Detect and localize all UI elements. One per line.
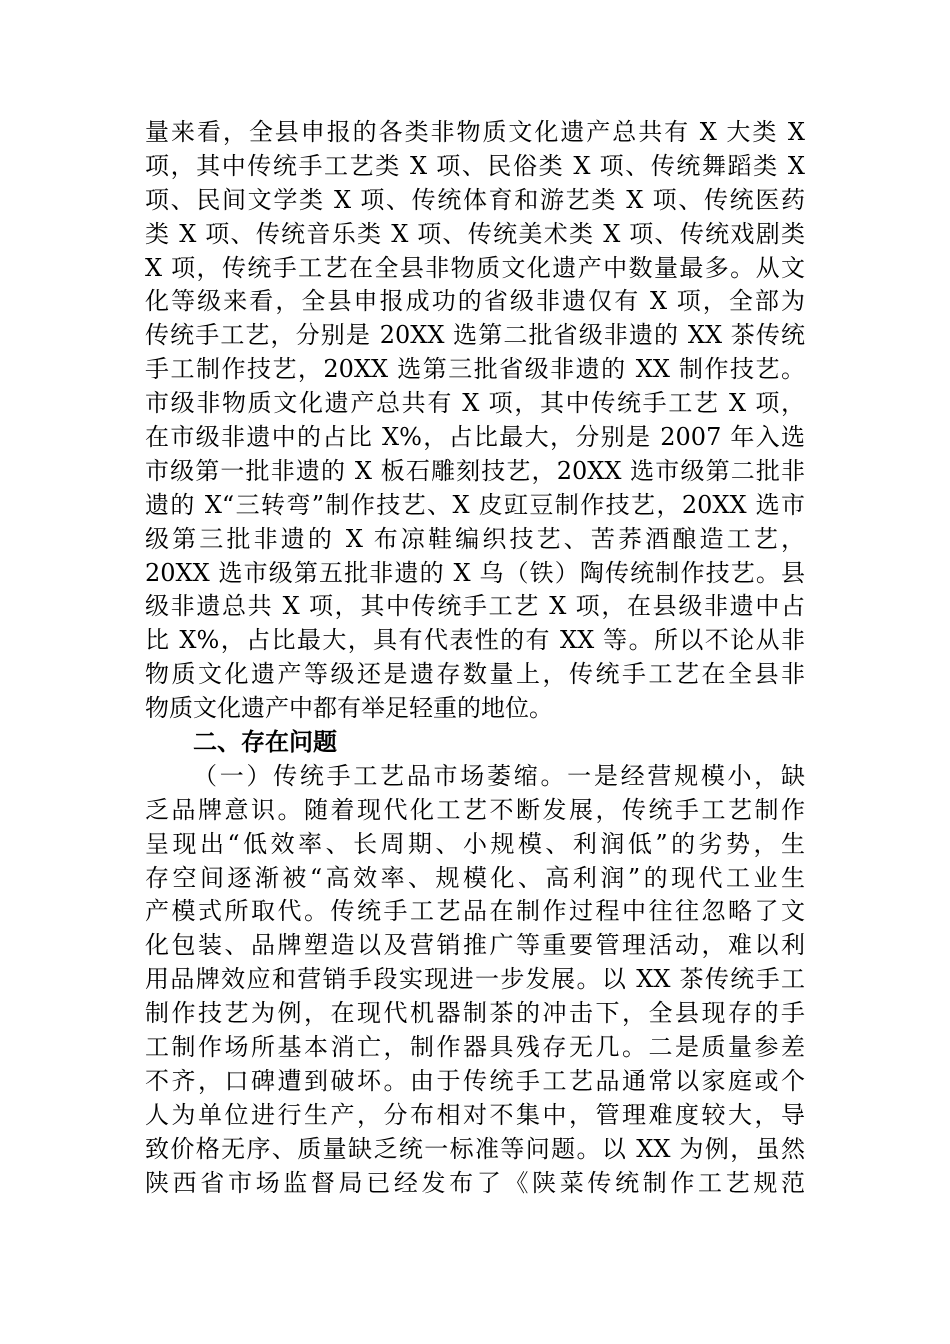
text-line: 化包装、品牌塑造以及营销推广等重要管理活动，难以利 <box>145 931 805 960</box>
text-line: 产模式所取代。传统手工艺品在制作过程中往往忽略了文 <box>145 897 805 926</box>
text-line: 传统手工艺，分别是 20XX 选第二批省级非遗的 XX 茶传统 <box>145 321 805 350</box>
text-line: 级第三批非遗的 X 布凉鞋编织技艺、苦荞酒酿造工艺， <box>145 524 805 553</box>
text-line: 不齐，口碑遭到破坏。由于传统手工艺品通常以家庭或个 <box>145 1066 805 1095</box>
text-line: 陕西省市场监督局已经发布了《陕菜传统制作工艺规范 <box>145 1168 805 1197</box>
text-line: 项，其中传统手工艺类 X 项、民俗类 X 项、传统舞蹈类 X <box>145 151 805 180</box>
text-line: 呈现出“低效率、长周期、小规模、利润低”的劣势，生 <box>145 829 805 858</box>
text-line: （一）传统手工艺品市场萎缩。一是经营规模小，缺 <box>193 761 805 790</box>
text-line: 遗的 X“三转弯”制作技艺、X 皮豇豆制作技艺，20XX 选市 <box>145 490 805 519</box>
text-line: 手工制作技艺，20XX 选第三批省级非遗的 XX 制作技艺。 <box>145 355 805 384</box>
text-line: 人为单位进行生产，分布相对不集中，管理难度较大，导 <box>145 1100 805 1129</box>
text-line: 用品牌效应和营销手段实现进一步发展。以 XX 茶传统手工 <box>145 965 805 994</box>
text-line: 物质文化遗产等级还是遗存数量上，传统手工艺在全县非 <box>145 660 805 689</box>
text-line: X 项，传统手工艺在全县非物质文化遗产中数量最多。从文 <box>145 253 805 282</box>
text-line: 市级非物质文化遗产总共有 X 项，其中传统手工艺 X 项， <box>145 389 805 418</box>
text-line: 工制作场所基本消亡，制作器具残存无几。二是质量参差 <box>145 1033 805 1062</box>
text-line: 市级第一批非遗的 X 板石雕刻技艺，20XX 选市级第二批非 <box>145 456 805 485</box>
text-line: 乏品牌意识。随着现代化工艺不断发展，传统手工艺制作 <box>145 795 805 824</box>
text-line: 量来看，全县申报的各类非物质文化遗产总共有 X 大类 X <box>145 118 805 146</box>
text-line: 制作技艺为例，在现代机器制茶的冲击下，全县现存的手 <box>145 999 805 1028</box>
text-line: 项、民间文学类 X 项、传统体育和游艺类 X 项、传统医药 <box>145 185 805 214</box>
text-line: 比 X%，占比最大，具有代表性的有 XX 等。所以不论从非 <box>145 626 805 655</box>
document-body <box>145 116 805 1201</box>
text-line: 级非遗总共 X 项，其中传统手工艺 X 项，在县级非遗中占 <box>145 592 805 621</box>
text-line: 20XX 选市级第五批非遗的 X 乌（铁）陶传统制作技艺。县 <box>145 558 805 587</box>
section-heading: 二、存在问题 <box>193 728 337 757</box>
text-line: 化等级来看，全县申报成功的省级非遗仅有 X 项，全部为 <box>145 287 805 316</box>
paragraph-2 <box>145 760 805 1201</box>
text-line: 在市级非遗中的占比 X%，占比最大，分别是 2007 年入选 <box>145 423 805 452</box>
text-line: 类 X 项、传统音乐类 X 项、传统美术类 X 项、传统戏剧类 <box>145 219 805 248</box>
text-line: 存空间逐渐被“高效率、规模化、高利润”的现代工业生 <box>145 863 805 892</box>
text-line: 致价格无序、质量缺乏统一标准等问题。以 XX 为例，虽然 <box>145 1134 805 1163</box>
text-line: 物质文化遗产中都有举足轻重的地位。 <box>145 694 553 723</box>
paragraph-1 <box>145 116 805 726</box>
